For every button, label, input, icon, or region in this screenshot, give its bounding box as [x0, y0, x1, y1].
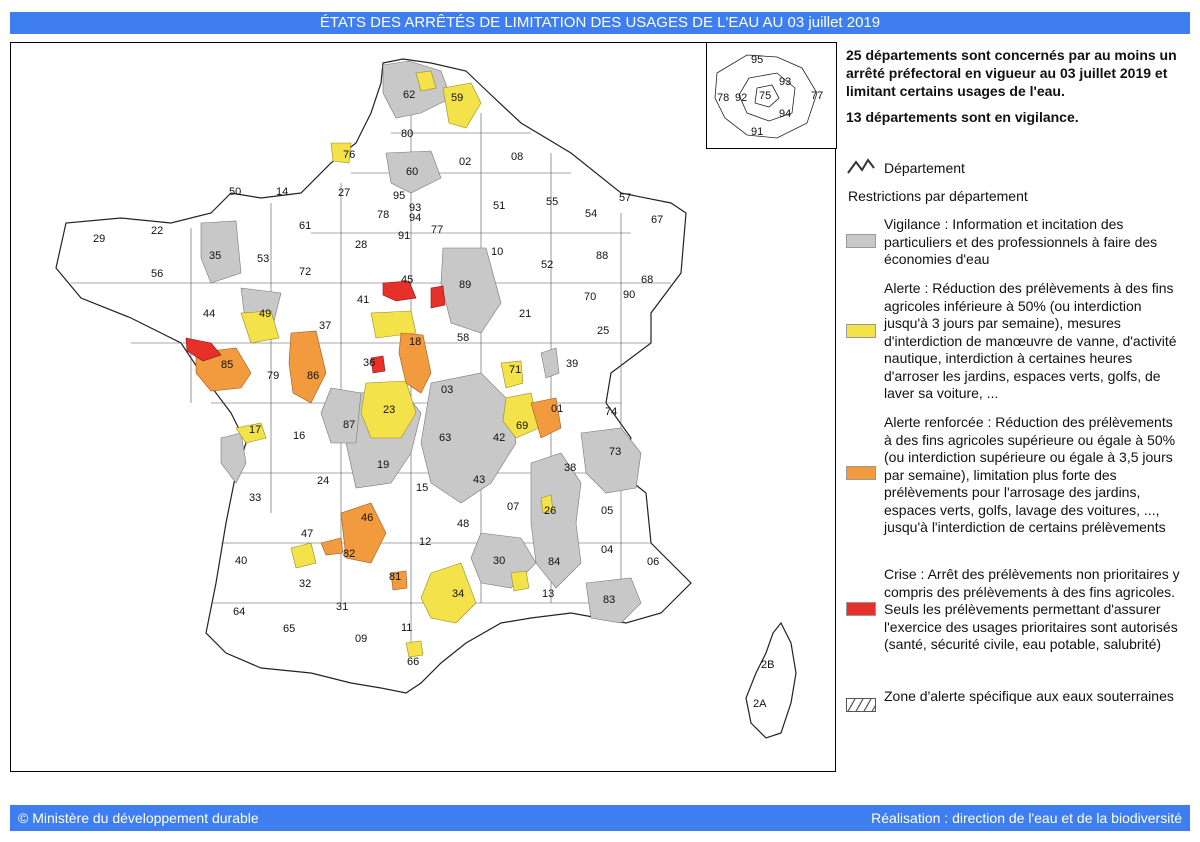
svg-text:2A: 2A [753, 698, 767, 710]
svg-text:67: 67 [651, 214, 664, 226]
svg-text:88: 88 [596, 250, 609, 262]
svg-text:72: 72 [299, 266, 312, 278]
svg-text:07: 07 [507, 501, 520, 513]
svg-text:35: 35 [209, 250, 222, 262]
legend-item-vigilance-label: Vigilance : Information et incitation des particuliers et des professionnels à faire des économies d'eau [884, 216, 1158, 267]
svg-text:61: 61 [299, 220, 312, 232]
paris-inset-map[interactable] [706, 42, 837, 149]
svg-text:16: 16 [293, 430, 306, 442]
legend-department-label: Département [884, 160, 965, 176]
svg-text:19: 19 [377, 459, 390, 471]
svg-text:39: 39 [566, 358, 579, 370]
legend-item-alerte [846, 280, 1177, 401]
svg-text:69: 69 [516, 420, 529, 432]
svg-text:25: 25 [597, 325, 610, 337]
svg-text:08: 08 [511, 151, 524, 163]
svg-text:70: 70 [584, 291, 597, 303]
svg-text:32: 32 [299, 578, 312, 590]
svg-text:93: 93 [409, 202, 422, 214]
svg-text:93: 93 [779, 76, 792, 88]
svg-text:56: 56 [151, 268, 164, 280]
svg-text:36: 36 [363, 357, 376, 369]
vigilance-swatch [846, 234, 876, 248]
svg-text:03: 03 [441, 384, 454, 396]
svg-text:14: 14 [276, 186, 289, 198]
legend-item-zone-souterraine [846, 688, 1174, 712]
svg-text:26: 26 [544, 505, 557, 517]
svg-text:38: 38 [564, 462, 577, 474]
svg-text:15: 15 [416, 482, 429, 494]
svg-text:40: 40 [235, 555, 248, 567]
svg-text:06: 06 [647, 556, 660, 568]
alerte-swatch [846, 324, 876, 338]
svg-text:29: 29 [93, 233, 106, 245]
hatched-swatch [846, 698, 876, 712]
svg-text:91: 91 [398, 230, 411, 242]
svg-text:71: 71 [509, 364, 522, 376]
svg-text:91: 91 [751, 126, 764, 138]
svg-text:28: 28 [355, 239, 368, 251]
svg-text:64: 64 [233, 606, 246, 618]
map-title: ÉTATS DES ARRÊTÉS DE LIMITATION DES USAGES DE L'EAU AU 03 juillet 2019 [10, 12, 1190, 34]
svg-text:66: 66 [407, 656, 420, 668]
svg-text:48: 48 [457, 518, 470, 530]
legend-section-title: Restrictions par département [848, 188, 1028, 204]
svg-text:78: 78 [717, 92, 730, 104]
svg-text:34: 34 [452, 588, 465, 600]
svg-text:77: 77 [811, 90, 824, 102]
svg-text:65: 65 [283, 623, 296, 635]
svg-text:62: 62 [403, 89, 416, 101]
svg-text:42: 42 [493, 432, 506, 444]
legend-item-alerte-renforcee-label: Alerte renforcée : Réduction des prélèvements à des fins agricoles supérieure ou égale à 50% (ou interdiction supérieure ou égale à 3,5 jours par semaine), limitation plus forte des prélèvements pour l'arrosage des jardins, espaces verts, golfs, lavage des voitures, ..., jusqu'à l'interdiction de certains prélèvements [884, 414, 1176, 535]
svg-text:68: 68 [641, 274, 654, 286]
svg-text:01: 01 [551, 403, 564, 415]
footer-bar [10, 805, 1190, 831]
svg-text:50: 50 [229, 186, 242, 198]
svg-text:22: 22 [151, 225, 164, 237]
legend-item-crise-label: Crise : Arrêt des prélèvements non prioritaires y compris des prélèvements à des fins agricoles. Seuls les prélèvements permettant d'assurer l'exercice des usages prioritaires sont autorisés (santé, sécurité civile, eau potable, salubrité) [884, 566, 1180, 652]
svg-text:55: 55 [546, 196, 559, 208]
svg-text:37: 37 [319, 320, 332, 332]
france-map-svg [11, 43, 837, 773]
svg-text:49: 49 [259, 308, 272, 320]
svg-text:74: 74 [605, 406, 618, 418]
svg-text:59: 59 [451, 92, 464, 104]
svg-text:80: 80 [401, 128, 414, 140]
svg-text:10: 10 [491, 246, 504, 258]
svg-text:73: 73 [609, 446, 622, 458]
svg-text:21: 21 [519, 308, 532, 320]
svg-text:89: 89 [459, 279, 472, 291]
svg-text:84: 84 [548, 556, 561, 568]
svg-text:18: 18 [409, 336, 422, 348]
crise-swatch [846, 602, 876, 616]
svg-text:43: 43 [473, 474, 486, 486]
svg-text:92: 92 [735, 92, 748, 104]
alerte-renforcee-swatch [846, 466, 876, 480]
svg-text:17: 17 [249, 424, 262, 436]
footer-credit: Réalisation : direction de l'eau et de la biodiversité [871, 810, 1182, 826]
svg-text:46: 46 [361, 512, 374, 524]
svg-text:27: 27 [338, 187, 351, 199]
legend-department [846, 158, 965, 176]
svg-text:13: 13 [542, 588, 555, 600]
svg-text:87: 87 [343, 419, 356, 431]
france-map[interactable] [10, 42, 836, 772]
svg-text:79: 79 [267, 370, 280, 382]
svg-text:31: 31 [336, 601, 349, 613]
svg-text:86: 86 [307, 370, 320, 382]
svg-text:85: 85 [221, 359, 234, 371]
svg-text:24: 24 [317, 475, 330, 487]
summary-concerned: 25 départements sont concernés par au moins un arrêté préfectoral en vigueur au 03 juillet 2019 et limitant certains usages de l'eau. [846, 47, 1177, 99]
svg-text:81: 81 [389, 571, 402, 583]
summary-panel [846, 46, 1190, 134]
svg-text:04: 04 [601, 544, 614, 556]
legend-item-alerte-label: Alerte : Réduction des prélèvements à des fins agricoles inférieure à 50% (ou interdiction jusqu'à 3 jours par semaine), mesures d'interdiction de manœuvre de vanne, d'activité nautique, interdiction à certaines heures d'arroser les jardins, espaces verts, golfs, de laver sa voiture, ... [884, 280, 1177, 401]
svg-text:09: 09 [355, 633, 368, 645]
svg-text:76: 76 [343, 149, 356, 161]
svg-text:02: 02 [459, 156, 472, 168]
paris-inset-svg [707, 43, 838, 150]
svg-text:63: 63 [439, 432, 452, 444]
svg-text:30: 30 [493, 555, 506, 567]
svg-text:94: 94 [409, 212, 422, 224]
svg-text:23: 23 [383, 404, 396, 416]
legend-item-vigilance [846, 216, 1158, 267]
svg-text:41: 41 [357, 294, 370, 306]
department-border-icon [846, 158, 876, 176]
svg-text:95: 95 [751, 54, 764, 66]
legend-item-crise [846, 566, 1180, 652]
footer-copyright: © Ministère du développement durable [18, 810, 259, 826]
svg-text:12: 12 [419, 536, 432, 548]
svg-text:2B: 2B [761, 659, 775, 671]
svg-text:77: 77 [431, 224, 444, 236]
svg-text:44: 44 [203, 308, 216, 320]
svg-text:75: 75 [759, 90, 772, 102]
svg-text:33: 33 [249, 492, 262, 504]
svg-text:11: 11 [401, 622, 413, 634]
svg-text:47: 47 [301, 528, 314, 540]
legend-item-alerte-renforcee [846, 414, 1176, 535]
svg-text:90: 90 [623, 289, 636, 301]
svg-text:45: 45 [401, 274, 414, 286]
summary-vigilance: 13 départements sont en vigilance. [846, 109, 1079, 125]
corsica-outline [746, 623, 796, 738]
svg-text:78: 78 [377, 209, 390, 221]
svg-text:83: 83 [603, 594, 616, 606]
svg-text:82: 82 [343, 548, 356, 560]
svg-text:95: 95 [393, 190, 406, 202]
svg-text:51: 51 [493, 200, 506, 212]
svg-text:52: 52 [541, 259, 554, 271]
svg-text:54: 54 [585, 208, 598, 220]
legend-section-title-row [846, 188, 1028, 206]
svg-text:58: 58 [457, 332, 470, 344]
svg-text:53: 53 [257, 253, 270, 265]
svg-text:94: 94 [779, 108, 792, 120]
svg-text:60: 60 [406, 166, 419, 178]
svg-text:05: 05 [601, 505, 614, 517]
svg-text:57: 57 [619, 192, 632, 204]
legend-item-zone-souterraine-label: Zone d'alerte spécifique aux eaux souterraines [884, 688, 1174, 704]
